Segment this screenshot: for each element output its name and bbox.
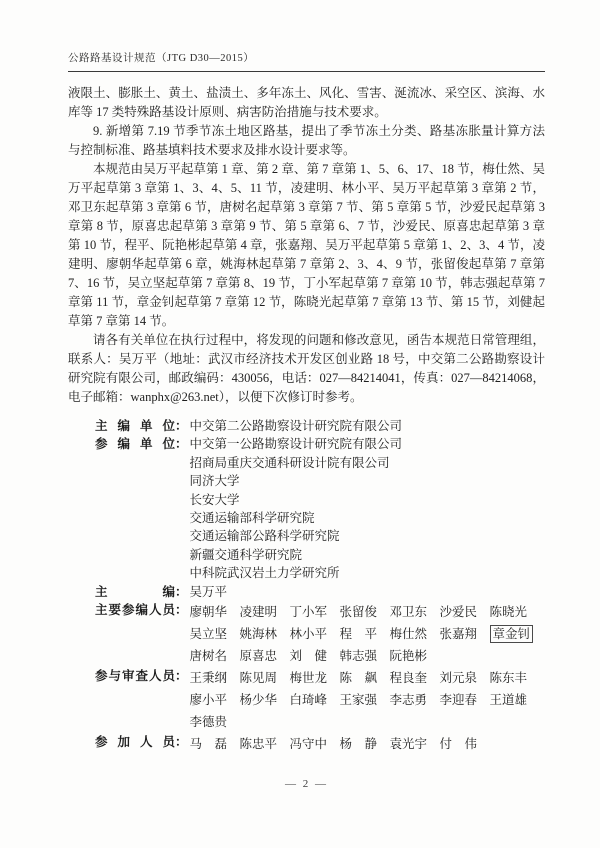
person-name: 李迎春 xyxy=(439,693,478,708)
credit-line: 中交第一公路勘察设计研究院有限公司 xyxy=(189,437,403,452)
credit-label-colon: ： xyxy=(175,735,188,750)
person-name: 廖小平 xyxy=(189,693,228,708)
person-name: 程良奎 xyxy=(389,671,428,686)
person-name: 付 伟 xyxy=(439,737,478,752)
name-row xyxy=(190,733,545,755)
credit-row xyxy=(95,667,545,733)
person-name: 陈 飙 xyxy=(339,671,378,686)
person-name: 阮艳彬 xyxy=(389,649,428,664)
credit-line: 长安大学 xyxy=(189,492,240,507)
credit-line: 同济大学 xyxy=(189,474,240,489)
person-name: 冯守中 xyxy=(289,737,328,752)
credits-block xyxy=(68,417,545,755)
credit-row xyxy=(95,417,545,435)
credit-row xyxy=(95,733,545,755)
person-name: 杨 静 xyxy=(339,737,378,752)
person-name: 李德贵 xyxy=(189,715,228,730)
person-name: 王道雄 xyxy=(489,693,528,708)
body-paragraphs xyxy=(68,84,545,407)
name-row xyxy=(190,689,545,711)
credit-label: 主要参编人员 xyxy=(95,603,175,618)
person-name: 刘 健 xyxy=(289,649,328,664)
person-name: 姚海林 xyxy=(239,627,278,642)
credit-line: 交通运输部公路科学研究院 xyxy=(189,529,340,544)
credit-label: 主编 xyxy=(95,584,175,599)
person-name: 吴立坚 xyxy=(189,627,228,642)
name-row xyxy=(190,601,545,623)
person-name: 张留俊 xyxy=(339,605,378,620)
credit-value xyxy=(188,733,545,755)
person-name: 程 平 xyxy=(339,627,378,642)
credit-line: 吴万平 xyxy=(189,584,228,599)
person-name: 陈见周 xyxy=(239,671,278,686)
paragraph-1: 液限土、膨胀土、黄土、盐渍土、多年冻土、风化、雪害、涎流冰、采空区、滨海、水库等 17 类特殊路基设计原则、病害防治措施与技术要求。 xyxy=(68,86,545,119)
credit-value xyxy=(188,601,545,667)
person-name: 王家强 xyxy=(339,693,378,708)
credit-value xyxy=(188,435,545,582)
credit-label-colon: ： xyxy=(175,437,188,452)
credit-label: 参与审查人员 xyxy=(95,669,175,684)
person-name: 林小平 xyxy=(289,627,328,642)
person-name: 陈东丰 xyxy=(489,671,528,686)
credit-row xyxy=(95,435,545,582)
credit-line: 新疆交通科学研究院 xyxy=(189,547,303,562)
header-rule xyxy=(68,71,545,72)
person-name: 马 磊 xyxy=(189,737,228,752)
credit-line: 交通运输部科学研究院 xyxy=(189,511,315,526)
person-name: 丁小军 xyxy=(289,605,328,620)
page-number: — 2 — xyxy=(285,778,328,790)
credit-value xyxy=(188,583,545,601)
person-name: 白琦峰 xyxy=(289,693,328,708)
person-name: 邓卫东 xyxy=(389,605,428,620)
name-row xyxy=(190,711,545,733)
person-name: 凌建明 xyxy=(239,605,278,620)
person-name: 袁光宇 xyxy=(389,737,428,752)
credit-value xyxy=(188,417,545,435)
person-name: 王秉纲 xyxy=(189,671,228,686)
person-name: 陈忠平 xyxy=(239,737,278,752)
credit-label-colon: ： xyxy=(175,669,188,684)
credit-label: 参加人员 xyxy=(95,735,175,750)
person-name xyxy=(490,623,540,645)
person-name: 陈晓光 xyxy=(489,605,528,620)
credit-label: 参编单位 xyxy=(95,437,175,452)
paragraph-2: 9. 新增第 7.19 节季节冻土地区路基，提出了季节冻土分类、路基冻胀量计算方法与控制标准、路基填料技术要求及排水设计要求等。 xyxy=(68,124,545,157)
credit-row xyxy=(95,601,545,667)
name-row xyxy=(190,623,545,645)
credit-line: 中科院武汉岩土力学研究所 xyxy=(189,566,340,581)
running-header xyxy=(68,50,545,71)
boxed-person-name: 章金钊 xyxy=(490,625,534,643)
person-name: 韩志强 xyxy=(339,649,378,664)
person-name: 唐树名 xyxy=(189,649,228,664)
person-name: 刘元泉 xyxy=(439,671,478,686)
credit-line: 招商局重庆交通科研设计院有限公司 xyxy=(189,455,390,470)
person-name: 李志勇 xyxy=(389,693,428,708)
name-row xyxy=(190,667,545,689)
credit-label: 主编单位 xyxy=(95,419,175,433)
name-row xyxy=(190,645,545,667)
credit-label-colon: ： xyxy=(175,584,188,599)
paragraph-4: 请各有关单位在执行过程中，将发现的问题和修改意见，函告本规范日常管理组，联系人：吴万平（地址：武汉市经济技术开发区创业路 18 号，中交第二公路勘察设计研究院有限公司，邮政编码：430056，电话：027—84214041，传真：027—84214068，电子邮箱：wanphx@263.net），以便下次修订时参考。 xyxy=(68,333,545,404)
person-name: 沙爱民 xyxy=(439,605,478,620)
credit-row xyxy=(95,583,545,601)
person-name: 廖朝华 xyxy=(189,605,228,620)
person-name: 张嘉翔 xyxy=(439,627,478,642)
credit-label-colon: ： xyxy=(175,419,188,433)
person-name: 杨少华 xyxy=(239,693,278,708)
person-name: 原喜忠 xyxy=(239,649,278,664)
credit-value xyxy=(188,667,545,733)
credit-label-colon: ： xyxy=(175,603,188,618)
paragraph-3: 本规范由吴万平起草第 1 章、第 2 章、第 7 章第 1、5、6、17、18 节，梅仕然、吴万平起草第 3 章第 1、3、4、5、11 节，凌建明、林小平、吴万平起草第 3 章第 2 节，邓卫东起草第 3 章第 6 节，唐树名起草第 3 章第 7 节、第 5 章第 5 节，沙爱民起草第 3 章第 8 节，原喜忠起草第 3 章第 9 节、第 5 章第 6、7 节，沙爱民、原喜忠起草第 3 章第 10 节，程平、阮艳彬起草第 4 章，张嘉翔、吴万平起草第 5 章第 1、2、3、4 节，凌建明、廖朝华起草第 6 章，姚海林起草第 7 章第 2、3、4、9 节，张留俊起草第 7 章第 7、16 节，吴立坚起草第 7 章第 8、19 节，丁小军起草第 7 章第 10 节，韩志强起草第 7 章第 11 节，章金钊起草第 7 章第 12 节，陈晓光起草第 7 章第 13 节、第 15 节，刘健起草第 7 章第 14 节。 xyxy=(68,162,545,328)
person-name: 梅世龙 xyxy=(289,671,328,686)
credit-line: 中交第二公路勘察设计研究院有限公司 xyxy=(189,419,403,433)
person-name: 梅仕然 xyxy=(389,627,428,642)
running-header-title: 公路路基设计规范（JTG D30—2015） xyxy=(68,53,255,64)
